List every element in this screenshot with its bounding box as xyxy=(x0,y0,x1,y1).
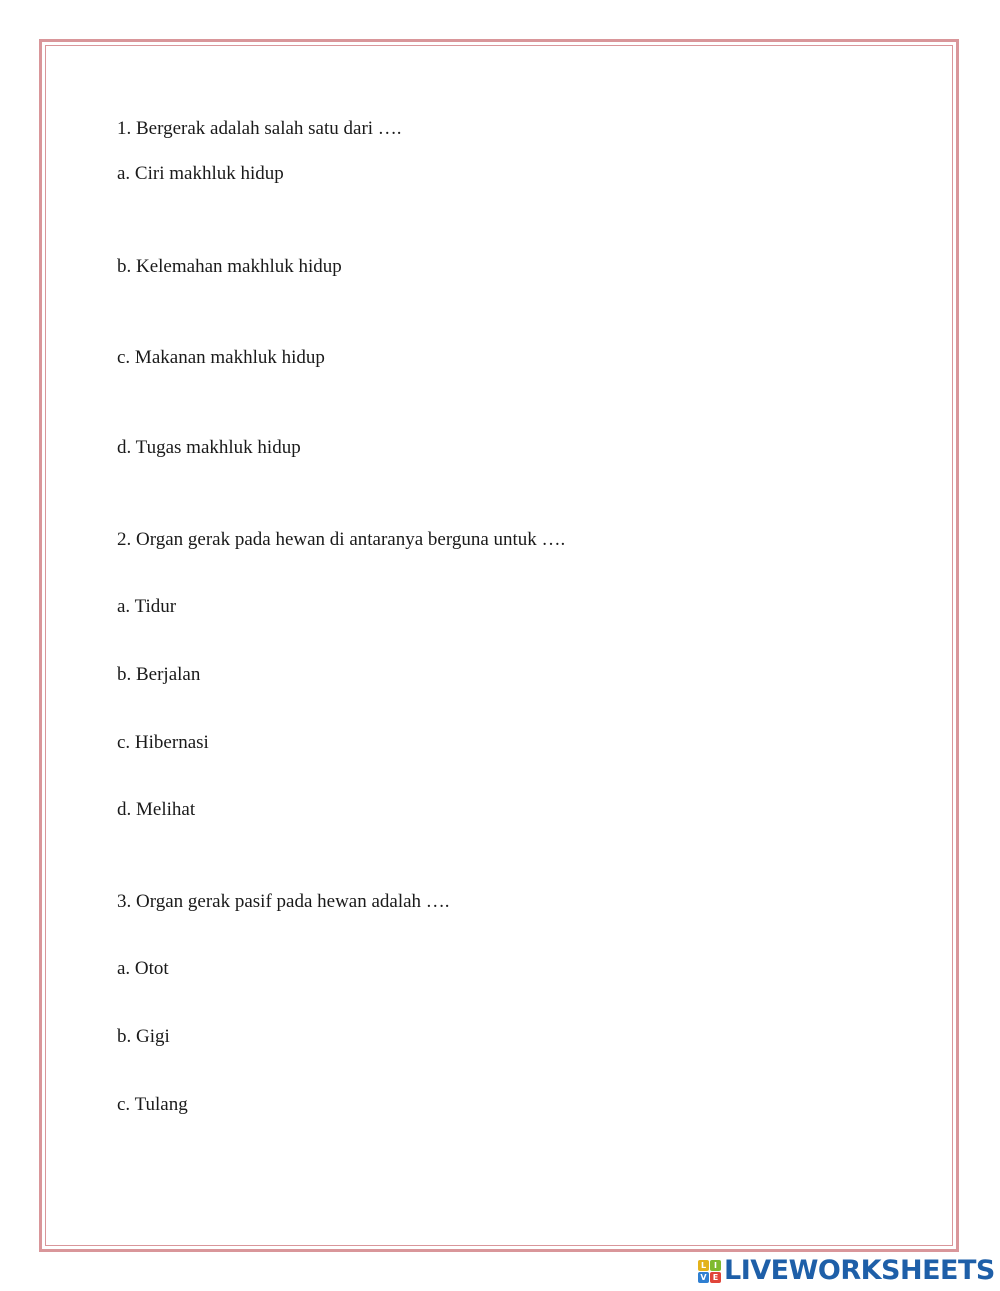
question-2-option-d: d. Melihat xyxy=(117,799,196,820)
question-1-option-b: b. Kelemahan makhluk hidup xyxy=(117,256,342,277)
question-3-option-c: c. Tulang xyxy=(117,1094,188,1115)
question-1-option-a: a. Ciri makhluk hidup xyxy=(117,163,284,184)
page-border-inner xyxy=(45,45,953,1246)
question-2-text: 2. Organ gerak pada hewan di antaranya berguna untuk …. xyxy=(117,529,566,550)
logo-cell-l: L xyxy=(698,1260,709,1271)
question-1-option-c: c. Makanan makhluk hidup xyxy=(117,347,325,368)
question-2-option-b: b. Berjalan xyxy=(117,664,201,685)
question-3-text: 3. Organ gerak pasif pada hewan adalah …. xyxy=(117,891,450,912)
logo-cell-v: V xyxy=(698,1272,709,1283)
liveworksheets-wordmark: LIVEWORKSHEETS xyxy=(724,1255,995,1286)
liveworksheets-brand[interactable] xyxy=(698,1257,995,1285)
question-2-option-c: c. Hibernasi xyxy=(117,732,209,753)
liveworksheets-logo-icon xyxy=(698,1260,721,1283)
logo-cell-i: I xyxy=(710,1260,721,1271)
question-1-text: 1. Bergerak adalah salah satu dari …. xyxy=(117,118,402,139)
question-3-option-a: a. Otot xyxy=(117,958,169,979)
question-3-option-b: b. Gigi xyxy=(117,1026,170,1047)
logo-cell-e: E xyxy=(710,1272,721,1283)
question-1-option-d: d. Tugas makhluk hidup xyxy=(117,437,301,458)
question-2-option-a: a. Tidur xyxy=(117,596,177,617)
